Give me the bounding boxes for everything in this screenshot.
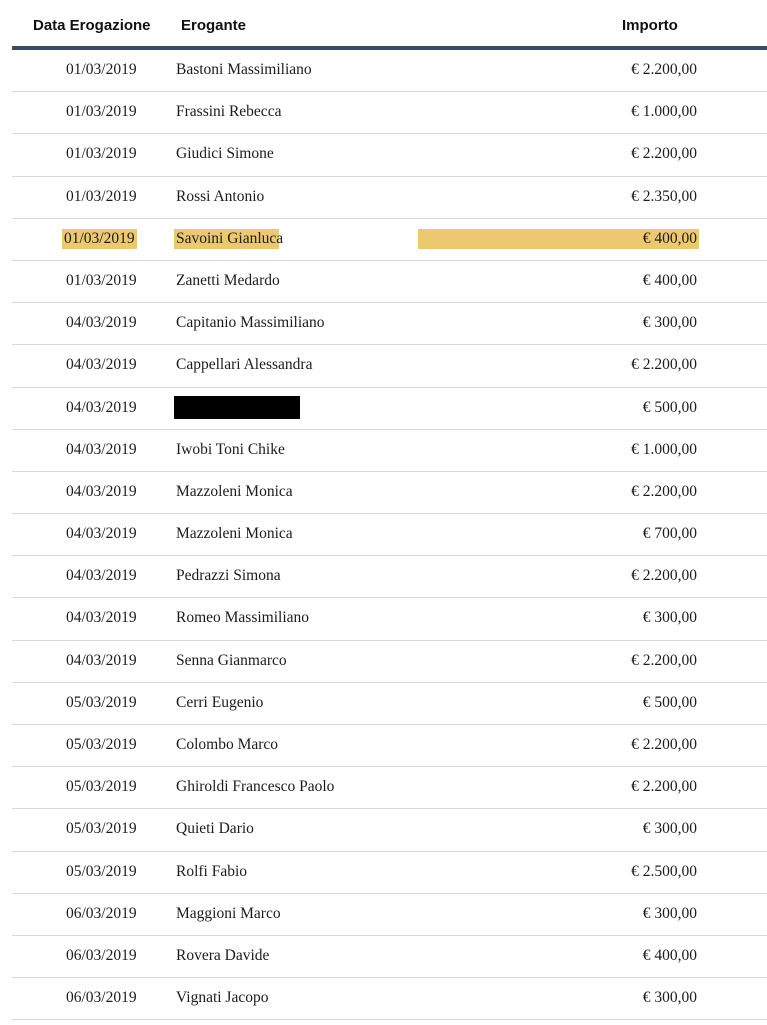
cell-donor: Cappellari Alessandra	[176, 356, 313, 374]
cell-donor: Bastoni Massimiliano	[176, 61, 312, 78]
table-row	[0, 134, 767, 176]
cell-date: 05/03/2019	[66, 736, 137, 753]
cell-date: 01/03/2019	[66, 187, 137, 205]
donations-table-body	[0, 50, 767, 1020]
cell-donor: Zanetti Medardo	[176, 271, 280, 289]
table-row	[0, 261, 767, 303]
cell-date: 01/03/2019	[66, 271, 137, 289]
table-row	[0, 809, 767, 851]
table-row	[0, 767, 767, 809]
column-header-amount: Importo	[622, 17, 678, 34]
cell-date: 04/03/2019	[66, 356, 137, 374]
table-row	[0, 852, 767, 894]
table-row	[0, 556, 767, 598]
cell-date: 05/03/2019	[66, 862, 137, 880]
cell-donor: Giudici Simone	[176, 145, 274, 163]
cell-donor: Cerri Eugenio	[176, 693, 264, 711]
cell-amount: € 2.200,00	[631, 778, 697, 796]
cell-donor: Colombo Marco	[176, 736, 279, 753]
cell-amount: € 2.200,00	[631, 567, 697, 585]
table-row	[0, 472, 767, 514]
cell-donor: Rossi Antonio	[176, 187, 265, 205]
cell-date: 06/03/2019	[66, 989, 137, 1007]
cell-amount: € 300,00	[642, 989, 697, 1007]
table-row	[0, 388, 767, 430]
cell-amount: € 2.350,00	[631, 187, 697, 205]
cell-amount: € 2.200,00	[631, 145, 697, 163]
cell-donor: Rovera Davide	[176, 946, 270, 964]
table-row	[0, 430, 767, 472]
cell-donor: Mazzoleni Monica	[176, 525, 293, 543]
cell-donor: Savoini Gianluca	[176, 229, 284, 247]
table-row	[0, 177, 767, 219]
cell-donor: Quieti Dario	[176, 820, 254, 838]
table-row	[0, 725, 767, 767]
cell-amount: € 2.200,00	[631, 61, 697, 78]
cell-amount: € 300,00	[642, 609, 697, 627]
table-row	[0, 978, 767, 1020]
cell-donor: Senna Gianmarco	[176, 651, 287, 669]
cell-amount: € 700,00	[642, 525, 697, 543]
cell-date: 01/03/2019	[66, 103, 137, 121]
cell-date: 05/03/2019	[66, 693, 137, 711]
cell-date: 04/03/2019	[66, 314, 137, 332]
cell-amount: € 300,00	[642, 904, 697, 922]
column-header-donor: Erogante	[181, 17, 247, 34]
cell-amount: € 400,00	[418, 229, 699, 249]
cell-date: 05/03/2019	[66, 778, 137, 796]
table-row	[0, 514, 767, 556]
cell-date: 06/03/2019	[66, 904, 137, 922]
cell-date: 01/03/2019	[64, 229, 135, 247]
table-header	[0, 0, 767, 47]
table-row	[0, 683, 767, 725]
cell-donor: Capitanio Massimiliano	[176, 314, 325, 332]
cell-amount: € 1.000,00	[631, 440, 697, 458]
cell-amount: € 300,00	[642, 314, 697, 332]
cell-date: 04/03/2019	[66, 440, 137, 458]
cell-donor: Frassini Rebecca	[176, 103, 282, 121]
cell-amount: € 2.500,00	[631, 862, 697, 880]
cell-date: 04/03/2019	[66, 482, 137, 500]
cell-donor: Iwobi Toni Chike	[176, 440, 285, 458]
cell-date: 01/03/2019	[66, 61, 137, 78]
table-row	[0, 92, 767, 134]
cell-amount: € 2.200,00	[631, 356, 697, 374]
cell-amount: € 2.200,00	[631, 651, 697, 669]
cell-donor: Ghiroldi Francesco Paolo	[176, 778, 335, 796]
cell-amount: € 1.000,00	[631, 103, 697, 121]
cell-date: 04/03/2019	[66, 567, 137, 585]
cell-amount: € 400,00	[642, 271, 697, 289]
cell-amount: € 2.200,00	[631, 482, 697, 500]
cell-donor: Mazzoleni Monica	[176, 482, 293, 500]
cell-date: 04/03/2019	[66, 651, 137, 669]
table-row-highlighted	[0, 219, 767, 261]
cell-donor: Romeo Massimiliano	[176, 609, 310, 627]
column-header-date: Data Erogazione	[33, 17, 151, 34]
cell-date: 04/03/2019	[66, 609, 137, 627]
cell-donor: Rolfi Fabio	[176, 862, 248, 880]
redacted-name-block	[174, 396, 300, 419]
cell-date: 05/03/2019	[66, 820, 137, 838]
cell-date: 04/03/2019	[66, 398, 137, 416]
table-row	[0, 936, 767, 978]
cell-date: 01/03/2019	[66, 145, 137, 163]
cell-amount: € 400,00	[642, 946, 697, 964]
table-row	[0, 894, 767, 936]
cell-date: 06/03/2019	[66, 946, 137, 964]
cell-amount: € 500,00	[642, 693, 697, 711]
table-row	[0, 303, 767, 345]
cell-amount: € 2.200,00	[631, 736, 697, 753]
cell-donor: Vignati Jacopo	[176, 989, 269, 1007]
table-row	[0, 641, 767, 683]
cell-date: 04/03/2019	[66, 525, 137, 543]
cell-donor: Pedrazzi Simona	[176, 567, 281, 585]
table-row	[0, 345, 767, 387]
cell-amount: € 300,00	[642, 820, 697, 838]
table-row	[0, 598, 767, 640]
table-row	[0, 50, 767, 92]
cell-donor: Maggioni Marco	[176, 904, 281, 922]
cell-amount: € 500,00	[642, 398, 697, 416]
